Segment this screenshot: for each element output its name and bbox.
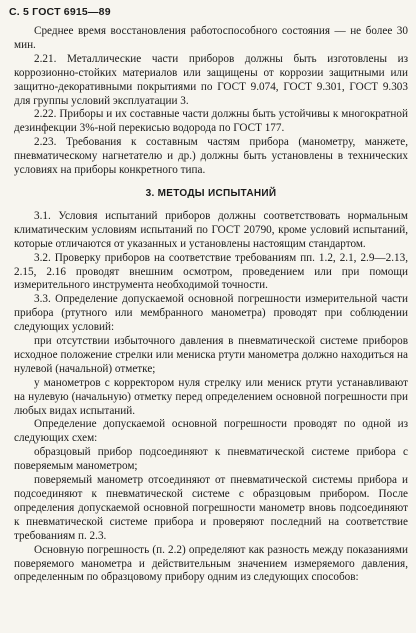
paragraph: 2.22. Приборы и их составные части должны быть устойчивы к многократной дезинфекции 3%-ной перекисью водорода по ГОСТ 177. <box>14 108 408 135</box>
paragraph: 3.1. Условия испытаний приборов должны соответствовать нормальным климатическим условиям испытаний по ГОСТ 20790, кроме условий испытаний, которые отличаются от указанных и установлены настоящим стандартом. <box>14 209 408 250</box>
page-header: С. 5 ГОСТ 6915—89 <box>9 6 111 18</box>
paragraph: Определение допускаемой основной погрешности проводят по одной из следующих схем: <box>14 418 408 445</box>
paragraph: Основную погрешность (п. 2.2) определяют как разность между показаниями поверяемого манометра и действительным значением измеряемого давления, определенным по образцовому прибору одним из следующих способов: <box>14 543 408 584</box>
paragraph: 2.23. Требования к составным частям прибора (манометру, манжете, пневматическому нагнетателю и др.) должны быть установлены в технических условиях на приборы конкретного типа. <box>14 136 408 177</box>
document-body <box>14 25 408 585</box>
paragraph: образцовый прибор подсоединяют к пневматической системе прибора с поверяемым манометром; <box>14 446 408 473</box>
paragraph: у манометров с корректором нуля стрелку или мениск ртути устанавливают на нулевую (начальную) отметку перед определением основной погрешности при любых видах испытаний. <box>14 376 408 417</box>
paragraph: Среднее время восстановления работоспособного состояния — не более 30 мин. <box>14 25 408 51</box>
paragraph: 2.21. Металлические части приборов должны быть изготовлены из коррозионно-стойких материалов или защищены от коррозии защитными или защитно-декоративными покрытиями по ГОСТ 9.074, ГОСТ 9.301, ГОСТ 9.303 для группы условий эксплуатации 3. <box>14 52 408 107</box>
paragraph: 3.2. Проверку приборов на соответствие требованиям пп. 1.2, 2.1, 2.9—2.13, 2.15, 2.16 проводят внешним осмотром, проведением или при помощи измерительного инструмента необходимой точности. <box>14 251 408 292</box>
paragraph: при отсутствии избыточного давления в пневматической системе приборов исходное положение стрелки или мениска ртути манометра должно находиться на нулевой (начальной) отметке; <box>14 335 408 375</box>
section-heading: 3. МЕТОДЫ ИСПЫТАНИЙ <box>145 187 277 199</box>
paragraph: 3.3. Определение допускаемой основной погрешности измерительной части прибора (ртутного или мембранного манометра) проводят при соблюдении следующих условий: <box>14 293 408 334</box>
paragraph: поверяемый манометр отсоединяют от пневматической системы прибора и подсоединяют к пневматической системе с образцовым прибором. После определения допускаемой основной погрешности манометр вновь подсоединяют к пневматической системе прибора и проверяют последний на соответствие требованиям п. 2.3. <box>14 474 408 542</box>
